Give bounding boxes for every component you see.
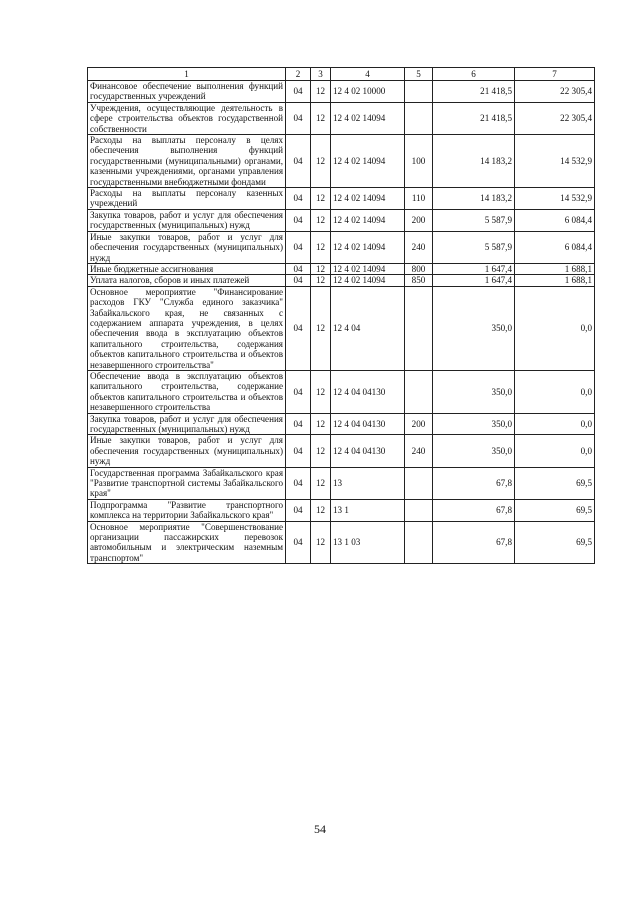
row-amount-col6: 21 418,5 [433,81,515,103]
row-target-code: 13 1 [331,499,405,521]
row-amount-col6: 350,0 [433,370,515,413]
row-section: 04 [286,275,311,286]
table-row [88,370,595,413]
row-section: 04 [286,102,311,134]
row-section: 04 [286,81,311,103]
row-subsection: 12 [311,499,331,521]
row-target-code: 13 1 03 [331,521,405,564]
row-amount-col6: 14 183,2 [433,188,515,210]
table-row [88,102,595,134]
row-name: Закупка товаров, работ и услуг для обеспечения государственных (муниципальных) нужд [88,209,286,231]
row-expense-type: 240 [405,231,433,263]
row-amount-col6: 350,0 [433,413,515,435]
row-subsection: 12 [311,286,331,370]
row-subsection: 12 [311,275,331,286]
row-amount-col6: 21 418,5 [433,102,515,134]
row-amount-col7: 1 688,1 [515,275,595,286]
row-subsection: 12 [311,263,331,274]
row-expense-type: 240 [405,435,433,467]
table-row [88,413,595,435]
row-expense-type: 100 [405,135,433,188]
row-amount-col7: 22 305,4 [515,81,595,103]
row-name: Расходы на выплаты персоналу в целях обеспечения выполнения функций государственными (муниципальными) органами, казенными учреждениями, органами управления государственными внебюджетными фондами [88,135,286,188]
row-amount-col6: 1 647,4 [433,275,515,286]
row-section: 04 [286,435,311,467]
row-section: 04 [286,413,311,435]
row-section: 04 [286,135,311,188]
table-row [88,521,595,564]
header-col-1: 1 [88,68,286,81]
row-amount-col6: 14 183,2 [433,135,515,188]
row-expense-type [405,521,433,564]
row-section: 04 [286,188,311,210]
row-section: 04 [286,370,311,413]
budget-table [87,67,595,564]
row-expense-type [405,286,433,370]
header-col-3: 3 [311,68,331,81]
header-col-6: 6 [433,68,515,81]
row-section: 04 [286,467,311,499]
row-amount-col7: 1 688,1 [515,263,595,274]
row-section: 04 [286,499,311,521]
row-target-code: 12 4 02 14094 [331,209,405,231]
table-body [88,81,595,564]
row-amount-col6: 5 587,9 [433,209,515,231]
row-name: Расходы на выплаты персоналу казенных учреждений [88,188,286,210]
table-row [88,275,595,286]
row-amount-col7: 6 084,4 [515,231,595,263]
row-target-code: 12 4 04 04130 [331,435,405,467]
row-amount-col7: 22 305,4 [515,102,595,134]
row-section: 04 [286,263,311,274]
row-name: Основное мероприятие "Финансирование расходов ГКУ "Служба единого заказчика" Забайкальского края, не связанных с содержанием аппарата учреждения, в целях обеспечения ввода в эксплуатацию объектов капитального строительства, содержания объектов капитального строительства и объектов незавершенного строительства" [88,286,286,370]
row-expense-type [405,102,433,134]
row-name: Подпрограмма "Развитие транспортного комплекса на территории Забайкальского края" [88,499,286,521]
row-amount-col6: 5 587,9 [433,231,515,263]
row-amount-col6: 1 647,4 [433,263,515,274]
row-subsection: 12 [311,231,331,263]
row-section: 04 [286,209,311,231]
table-row [88,286,595,370]
row-target-code: 12 4 02 14094 [331,263,405,274]
row-amount-col7: 69,5 [515,467,595,499]
page-number: 54 [314,822,326,836]
row-expense-type [405,499,433,521]
row-section: 04 [286,521,311,564]
row-amount-col7: 6 084,4 [515,209,595,231]
table-row [88,231,595,263]
row-amount-col6: 67,8 [433,521,515,564]
table-row [88,435,595,467]
row-amount-col6: 350,0 [433,435,515,467]
row-target-code: 13 [331,467,405,499]
row-subsection: 12 [311,188,331,210]
table-row [88,188,595,210]
row-amount-col7: 14 532,9 [515,135,595,188]
table-row [88,263,595,274]
row-name: Основное мероприятие "Совершенствование организации пассажирских перевозок автомобильным и электрическим наземным транспортом" [88,521,286,564]
table-row [88,467,595,499]
row-target-code: 12 4 02 14094 [331,231,405,263]
row-target-code: 12 4 04 04130 [331,370,405,413]
row-expense-type: 800 [405,263,433,274]
header-row [88,68,595,81]
row-name: Иные закупки товаров, работ и услуг для обеспечения государственных (муниципальных) нужд [88,435,286,467]
row-name: Государственная программа Забайкальского края "Развитие транспортной системы Забайкальского края" [88,467,286,499]
row-section: 04 [286,286,311,370]
row-expense-type [405,467,433,499]
row-subsection: 12 [311,413,331,435]
row-amount-col6: 67,8 [433,467,515,499]
table-row [88,81,595,103]
header-col-2: 2 [286,68,311,81]
row-target-code: 12 4 04 [331,286,405,370]
table-row [88,135,595,188]
row-subsection: 12 [311,370,331,413]
row-target-code: 12 4 02 14094 [331,135,405,188]
row-target-code: 12 4 02 14094 [331,102,405,134]
row-name: Обеспечение ввода в эксплуатацию объектов капитального строительства, содержание объектов капитального строительства и объектов незавершенного строительства [88,370,286,413]
row-name: Иные закупки товаров, работ и услуг для обеспечения государственных (муниципальных) нужд [88,231,286,263]
row-target-code: 12 4 02 14094 [331,188,405,210]
row-amount-col7: 0,0 [515,286,595,370]
row-expense-type: 200 [405,413,433,435]
row-expense-type: 110 [405,188,433,210]
row-name: Финансовое обеспечение выполнения функций государственных учреждений [88,81,286,103]
row-section: 04 [286,231,311,263]
row-name: Иные бюджетные ассигнования [88,263,286,274]
row-amount-col6: 67,8 [433,499,515,521]
row-subsection: 12 [311,435,331,467]
table-row [88,209,595,231]
table-row [88,499,595,521]
row-target-code: 12 4 04 04130 [331,413,405,435]
row-amount-col7: 0,0 [515,370,595,413]
row-subsection: 12 [311,102,331,134]
row-expense-type: 850 [405,275,433,286]
row-subsection: 12 [311,81,331,103]
row-amount-col7: 0,0 [515,413,595,435]
header-col-5: 5 [405,68,433,81]
row-amount-col7: 69,5 [515,499,595,521]
row-name: Учреждения, осуществляющие деятельность в сфере строительства объектов государственной собственности [88,102,286,134]
row-target-code: 12 4 02 14094 [331,275,405,286]
row-subsection: 12 [311,521,331,564]
row-expense-type [405,370,433,413]
header-col-7: 7 [515,68,595,81]
row-amount-col7: 69,5 [515,521,595,564]
row-subsection: 12 [311,467,331,499]
row-subsection: 12 [311,209,331,231]
row-target-code: 12 4 02 10000 [331,81,405,103]
row-amount-col7: 14 532,9 [515,188,595,210]
row-expense-type [405,81,433,103]
row-name: Уплата налогов, сборов и иных платежей [88,275,286,286]
header-col-4: 4 [331,68,405,81]
row-name: Закупка товаров, работ и услуг для обеспечения государственных (муниципальных) нужд [88,413,286,435]
row-expense-type: 200 [405,209,433,231]
row-amount-col7: 0,0 [515,435,595,467]
row-amount-col6: 350,0 [433,286,515,370]
row-subsection: 12 [311,135,331,188]
